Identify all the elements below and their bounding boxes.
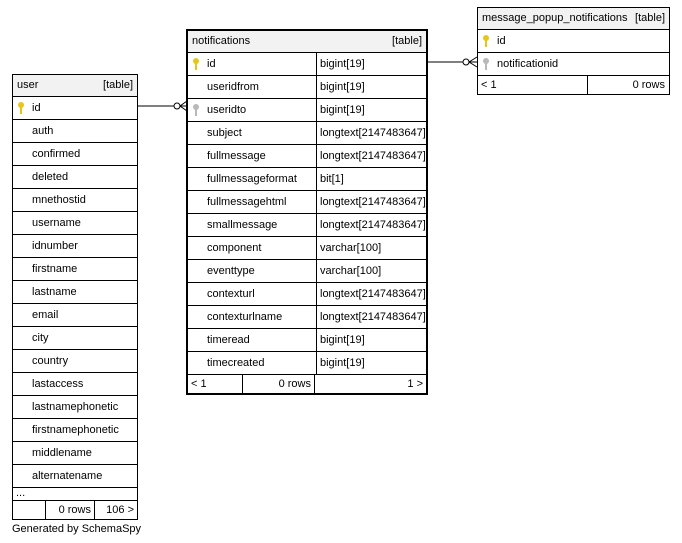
primary-key-icon: [483, 35, 489, 47]
column-row[interactable]: [188, 306, 426, 329]
column-name: fullmessagehtml: [207, 196, 287, 208]
column-row[interactable]: [188, 53, 426, 76]
column-type: bit[1]: [316, 168, 426, 190]
column-row[interactable]: [13, 327, 137, 350]
column-name: idnumber: [32, 240, 78, 252]
column-name: fullmessage: [207, 150, 266, 162]
link-crowfoot: [469, 57, 477, 62]
column-row[interactable]: [13, 258, 137, 281]
column-type: bigint[19]: [316, 352, 426, 374]
table-footer: [13, 501, 137, 519]
table-header[interactable]: [13, 75, 137, 97]
row-count: 0 rows: [632, 79, 665, 91]
column-row[interactable]: [13, 166, 137, 189]
primary-key-icon: [193, 58, 199, 70]
column-row[interactable]: [13, 97, 137, 120]
column-name: component: [207, 242, 262, 254]
parents-count[interactable]: < 1: [478, 76, 588, 94]
column-row[interactable]: [13, 465, 137, 488]
column-type: bigint[19]: [316, 329, 426, 351]
column-row[interactable]: [188, 283, 426, 306]
link-optional-circle: [463, 59, 469, 65]
column-name: id: [32, 102, 41, 114]
column-name: lastaccess: [32, 378, 84, 390]
column-name: fullmessageformat: [207, 173, 297, 185]
column-name: deleted: [32, 171, 69, 183]
column-name: notificationid: [497, 58, 559, 70]
column-type: bigint[19]: [316, 99, 426, 121]
table-tag: [table]: [635, 12, 665, 24]
column-type: bigint[19]: [316, 53, 426, 75]
column-name: alternatename: [32, 470, 103, 482]
column-type: longtext[2147483647]: [316, 306, 426, 328]
table-user[interactable]: [12, 74, 138, 520]
table-name: message_popup_notifications: [482, 12, 628, 24]
column-name: lastname: [32, 286, 77, 298]
column-name: useridfrom: [207, 81, 259, 93]
column-row[interactable]: [188, 99, 426, 122]
column-row[interactable]: [13, 442, 137, 465]
column-row[interactable]: [188, 214, 426, 237]
column-name: country: [32, 355, 69, 367]
table-header[interactable]: [188, 31, 426, 53]
foreign-key-icon: [193, 104, 199, 116]
column-row[interactable]: [188, 329, 426, 352]
generated-by-label: Generated by SchemaSpy: [12, 523, 142, 535]
table-name: notifications: [192, 35, 251, 47]
column-row[interactable]: [13, 373, 137, 396]
column-type: varchar[100]: [316, 260, 426, 282]
children-count[interactable]: 106 >: [106, 504, 134, 516]
column-row[interactable]: [188, 352, 426, 375]
column-row[interactable]: [13, 212, 137, 235]
column-type: longtext[2147483647]: [316, 122, 426, 144]
parents-count[interactable]: < 1: [188, 375, 243, 393]
primary-key-icon: [18, 102, 24, 114]
column-name: city: [32, 332, 49, 344]
link-optional-circle: [174, 103, 180, 109]
column-row[interactable]: [13, 143, 137, 166]
column-name: firstnamephonetic: [32, 424, 119, 436]
column-name: confirmed: [32, 148, 81, 160]
table-tag: [table]: [103, 79, 133, 91]
column-name: firstname: [32, 263, 78, 275]
column-name: id: [207, 58, 216, 70]
table-notifications[interactable]: [186, 29, 428, 395]
column-name: contexturl: [207, 288, 255, 300]
foreign-key-icon: [483, 58, 489, 70]
column-type: longtext[2147483647]: [316, 191, 426, 213]
column-row[interactable]: [13, 304, 137, 327]
column-row[interactable]: [188, 122, 426, 145]
link-crowfoot: [469, 62, 477, 67]
column-name: id: [497, 35, 506, 47]
column-name: smallmessage: [207, 219, 278, 231]
column-row[interactable]: [13, 350, 137, 373]
table-footer: [188, 375, 426, 393]
column-row[interactable]: [188, 191, 426, 214]
column-row[interactable]: [13, 396, 137, 419]
table-message-popup-notifications[interactable]: [477, 7, 670, 95]
column-row[interactable]: [13, 235, 137, 258]
column-row[interactable]: [478, 53, 669, 76]
column-name: auth: [32, 125, 54, 137]
column-row[interactable]: [13, 189, 137, 212]
column-row[interactable]: [188, 76, 426, 99]
column-name: useridto: [207, 104, 247, 116]
column-row[interactable]: [13, 419, 137, 442]
column-row[interactable]: [13, 281, 137, 304]
column-name: contexturlname: [207, 311, 283, 323]
column-name: username: [32, 217, 81, 229]
row-count: 0 rows: [46, 501, 95, 519]
column-row[interactable]: [188, 237, 426, 260]
row-count: 0 rows: [243, 375, 315, 393]
table-name: user: [17, 79, 39, 91]
table-header[interactable]: [478, 8, 669, 30]
column-row[interactable]: [478, 30, 669, 53]
more-columns: ...: [13, 488, 137, 501]
column-name: mnethostid: [32, 194, 86, 206]
column-name: email: [32, 309, 59, 321]
column-type: longtext[2147483647]: [316, 283, 426, 305]
column-row[interactable]: [188, 260, 426, 283]
column-name: lastnamephonetic: [32, 401, 119, 413]
column-type: varchar[100]: [316, 237, 426, 259]
column-type: bigint[19]: [316, 76, 426, 98]
children-count[interactable]: 1 >: [407, 378, 423, 390]
table-footer: [478, 76, 669, 94]
column-name: subject: [207, 127, 242, 139]
column-type: longtext[2147483647]: [316, 214, 426, 236]
column-name: middlename: [32, 447, 92, 459]
column-row[interactable]: [13, 120, 137, 143]
column-name: timeread: [207, 334, 250, 346]
column-name: eventtype: [207, 265, 255, 277]
column-row[interactable]: [188, 145, 426, 168]
column-name: timecreated: [207, 357, 265, 369]
table-tag: [table]: [392, 35, 422, 47]
column-row[interactable]: [188, 168, 426, 191]
column-type: longtext[2147483647]: [316, 145, 426, 167]
